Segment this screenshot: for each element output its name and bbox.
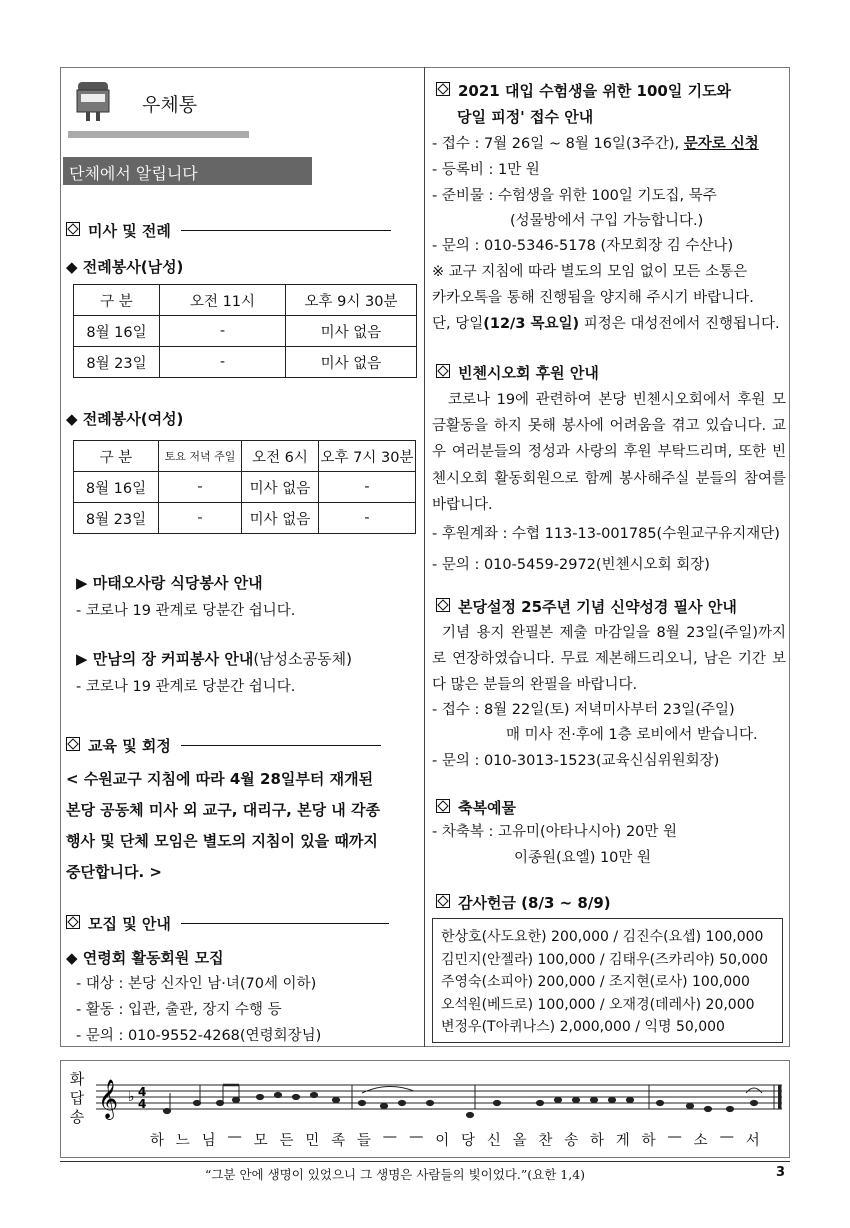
section-banner: 단체에서 알립니다 — [63, 157, 312, 185]
exam-contact: - 문의 : 010-5346-5178 (자모회장 김 수산나) — [432, 238, 734, 254]
header-rule — [68, 131, 249, 138]
table-cell: - — [319, 503, 416, 534]
vincent-body: 코로나 19에 관련하여 본당 빈첸시오회에서 후원 모금활동을 하지 못해 봉사에 어려움을 겪고 있습니다. 교우 여러분들의 정성과 사랑의 후원 부탁드리며, 또한 빈첸시오회 활동회원으로 함께 봉사해주실 분들의 참여를 바랍니다. — [432, 392, 786, 513]
donor-list — [432, 918, 783, 1043]
bible-apply: - 접수 : 8월 22일(토) 저녁미사부터 23일(주일) — [432, 702, 735, 718]
recruit-heading: 모집 및 안내 — [66, 913, 389, 934]
male-service-table — [73, 284, 417, 378]
hymn-label: 화답송 — [69, 1070, 85, 1126]
exam-prayer-heading: 2021 대입 수험생을 위한 100일 기도와 — [436, 80, 731, 101]
table-header: 오후 7시 30분 — [319, 441, 416, 472]
vincent-account: - 후원계좌 : 수협 113-13-001785(수원교구유지재단) — [432, 526, 780, 542]
recruit-activity: - 활동 : 입관, 출관, 장지 수행 등 — [76, 1002, 282, 1018]
section-bullet-icon — [436, 82, 450, 100]
education-notice: < 수원교구 지침에 따라 4월 28일부터 재개된 본당 공동체 미사 외 교구, 대리구, 본당 내 각종 행사 및 단체 모임은 별도의 지침이 있을 때까지 중단합니다. > — [66, 770, 380, 881]
thanks-heading: 감사헌금 (8/3 ~ 8/9) — [436, 892, 611, 913]
exam-note-2: 카카오톡을 통해 진행됨을 양지해 주시기 바랍니다. — [432, 290, 754, 306]
table-cell: 8월 16일 — [74, 472, 159, 503]
table-cell: 미사 없음 — [242, 503, 319, 534]
recruit-sub-heading: ◆ 연령회 활동회원 모집 — [66, 949, 224, 967]
female-service-heading: ◆ 전례봉사(여성) — [66, 410, 184, 428]
footer-quote: “그분 안에 생명이 있었으니 그 생명은 사람들의 빛이었다.”(요한 1,4) — [204, 1167, 586, 1182]
footer-rule — [60, 1161, 790, 1162]
table-header: 구 분 — [74, 441, 159, 472]
table-header: 오후 9시 30분 — [286, 285, 417, 316]
blessing-line-2: 이종원(요엘) 10만 원 — [514, 850, 652, 866]
table-cell: - — [159, 472, 242, 503]
table-cell: 미사 없음 — [242, 472, 319, 503]
section-bullet-icon — [436, 364, 450, 382]
male-service-heading: ◆ 전례봉사(남성) — [66, 258, 184, 276]
blessing-heading: 축복예물 — [436, 797, 516, 818]
female-service-table — [73, 440, 416, 534]
meal-service-text: - 코로나 19 관계로 당분간 쉽니다. — [76, 603, 296, 619]
music-staff — [92, 1063, 786, 1127]
coffee-service-heading: ▶ 만남의 장 커피봉사 안내(남성소공동체) — [76, 650, 352, 668]
table-header: 구 분 — [74, 285, 160, 316]
vincent-heading: 빈첸시오회 후원 안내 — [436, 362, 599, 383]
recruit-contact: - 문의 : 010-9552-4268(연령회장님) — [76, 1028, 322, 1044]
table-cell: 8월 23일 — [74, 503, 159, 534]
table-header: 토요 저녁 주일 — [159, 441, 242, 472]
svg-text:4: 4 — [138, 1085, 147, 1099]
bible-body: 기념 용지 완필본 제출 마감일을 8월 23일(주일)까지로 연장하였습니다. 무료 제본해드리오니, 남은 기간 보다 많은 분들의 완필을 바랍니다. — [432, 625, 786, 694]
table-cell: - — [160, 316, 286, 347]
table-cell: 8월 23일 — [74, 347, 160, 378]
bible-contact: - 문의 : 010-3013-1523(교육신심위원회장) — [432, 753, 720, 769]
list-item: 오석원(베드로) 100,000 / 오재경(데레사) 20,000 — [441, 996, 755, 1013]
table-cell: 미사 없음 — [286, 347, 417, 378]
svg-text:𝄞: 𝄞 — [98, 1079, 119, 1119]
section-bullet-icon — [66, 222, 80, 240]
exam-prep: - 준비물 : 수험생을 위한 100일 기도집, 묵주 — [432, 188, 717, 204]
table-cell: - — [159, 503, 242, 534]
list-item: 변정우(T아퀴나스) 2,000,000 / 익명 50,000 — [441, 1019, 725, 1036]
exam-note-3: 단, 당일(12/3 목요일) 피정은 대성전에서 진행됩니다. — [432, 316, 780, 332]
table-header: 오전 11시 — [160, 285, 286, 316]
bible-apply-2: 매 미사 전·후에 1층 로비에서 받습니다. — [506, 727, 758, 743]
table-cell: 8월 16일 — [74, 316, 160, 347]
list-item: 주영숙(소피아) 200,000 / 조지현(로사) 100,000 — [441, 974, 750, 991]
table-header: 오전 6시 — [242, 441, 319, 472]
exam-apply: - 접수 : 7월 26일 ~ 8월 16일(3주간), 문자로 신청 — [432, 136, 759, 152]
bible-heading: 본당설정 25주년 기념 신약성경 필사 안내 — [436, 596, 737, 617]
exam-fee: - 등록비 : 1만 원 — [432, 162, 540, 178]
exam-prayer-heading-2: 당일 피정' 접수 안내 — [457, 108, 594, 126]
table-cell: - — [319, 472, 416, 503]
table-cell: 미사 없음 — [286, 316, 417, 347]
education-heading: 교육 및 회정 — [66, 735, 381, 756]
list-item: 김민지(안젤라) 100,000 / 김태우(즈카리야) 50,000 — [441, 951, 769, 968]
recruit-target: - 대상 : 본당 신자인 남·녀(70세 이하) — [76, 976, 317, 992]
table-cell: - — [160, 347, 286, 378]
blessing-line-1: - 차축복 : 고유미(아타나시아) 20만 원 — [432, 824, 678, 840]
hymn-lyrics: 하 느 님 — 모 든 민 족 들 — — 이 당 신 올 찬 송 하 게 하 — 소 — 서 — [150, 1129, 760, 1149]
list-item: 한상호(사도요한) 200,000 / 김진수(요셉) 100,000 — [441, 929, 764, 945]
page-title: 우체통 — [142, 94, 198, 116]
meal-service-heading: ▶ 마태오사랑 식당봉사 안내 — [76, 574, 263, 592]
svg-text:♭: ♭ — [128, 1089, 135, 1105]
section-bullet-icon — [66, 915, 80, 933]
section-bullet-icon — [436, 894, 450, 912]
section-bullet-icon — [66, 737, 80, 755]
mailbox-icon — [74, 80, 114, 126]
mass-heading: 미사 및 전례 — [66, 220, 391, 241]
svg-text:4: 4 — [138, 1097, 147, 1111]
vincent-contact: - 문의 : 010-5459-2972(빈첸시오회 회장) — [432, 557, 710, 573]
column-divider — [424, 67, 425, 1047]
section-bullet-icon — [436, 799, 450, 817]
page-number: 3 — [776, 1165, 786, 1180]
exam-note-1: ※ 교구 지침에 따라 별도의 모임 없이 모든 소통은 — [432, 264, 748, 280]
coffee-service-text: - 코로나 19 관계로 당분간 쉽니다. — [76, 679, 296, 695]
exam-prep-note: (성물방에서 구입 가능합니다.) — [510, 213, 704, 229]
section-bullet-icon — [436, 598, 450, 616]
